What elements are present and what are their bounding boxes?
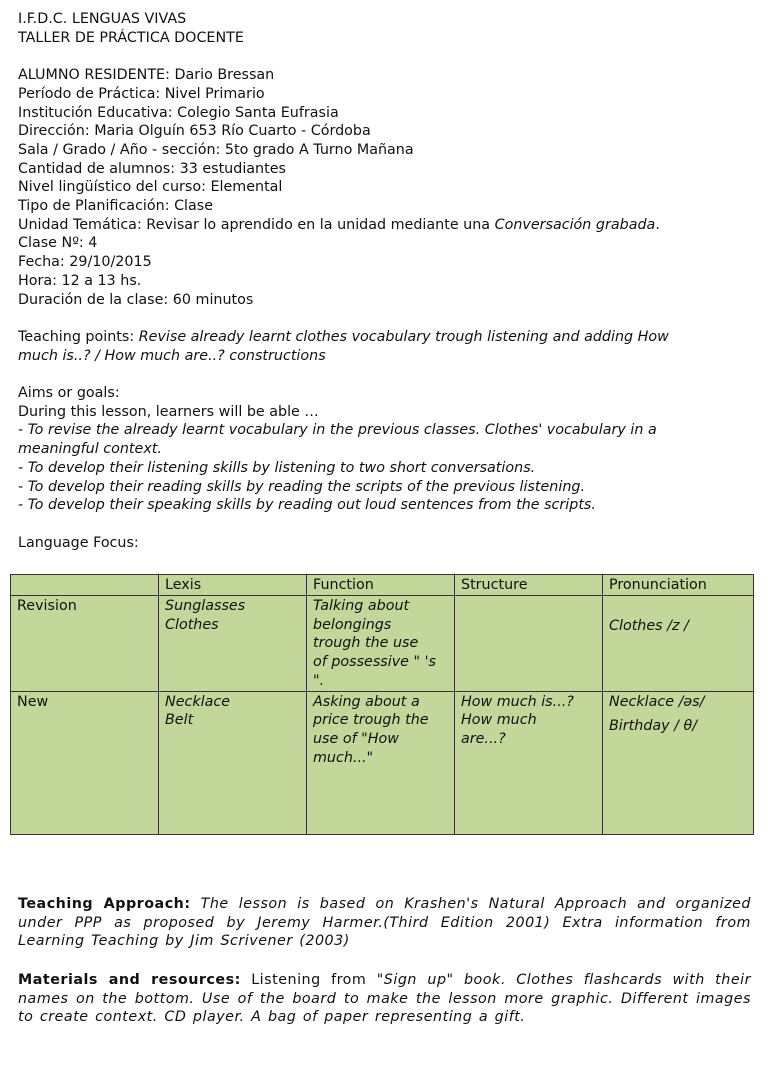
- language-focus-table: [10, 574, 754, 835]
- info-duration: Duración de la clase: 60 minutos: [18, 291, 254, 308]
- header-cell: Pronunciation: [603, 575, 754, 596]
- info-grade: Sala / Grado / Año - sección: 5to grado A Turno Mañana: [18, 141, 414, 158]
- info-students-count: Cantidad de alumnos: 33 estudiantes: [18, 160, 286, 177]
- aims-intro: During this lesson, learners will be able …: [18, 403, 319, 420]
- language-focus-title: Language Focus:: [18, 534, 139, 551]
- materials-resources: Materials and resources: Listening from "Sign up" book. Clothes flashcards with their names on the bottom. Use of the board to make the lesson more graphic. Different images to create context. CD player. A bag of paper representing a gift.: [18, 972, 751, 1026]
- document-body: [18, 10, 754, 552]
- table-header-row: [11, 575, 754, 596]
- header-cell: Lexis: [159, 575, 307, 596]
- info-institution: Institución Educativa: Colegio Santa Eufrasia: [18, 104, 339, 121]
- teaching-approach: Teaching Approach: The lesson is based on Krashen's Natural Approach and organized under PPP as proposed by Jeremy Harmer.(Third Edition 2001) Extra information from Learning Teaching by Jim Scrivener (2003): [18, 896, 751, 950]
- table-row: [11, 691, 754, 834]
- aim-item: meaningful context.: [18, 441, 162, 458]
- info-date: Fecha: 29/10/2015: [18, 254, 152, 271]
- table-row: [11, 596, 754, 692]
- row-label: Revision: [11, 596, 159, 692]
- info-student: ALUMNO RESIDENTE: Dario Bressan: [18, 67, 275, 84]
- lexis-cell: Sunglasses Clothes: [159, 596, 307, 692]
- info-unit: Unidad Temática: Revisar lo aprendido en la unidad mediante una Conversación grabada.: [18, 216, 660, 233]
- pronunciation-cell: Necklace /əs/ Birthday / θ/: [603, 691, 754, 834]
- aim-item: - To revise the already learnt vocabulary in the previous classes. Clothes' vocabulary in a: [18, 422, 657, 439]
- institute-title: I.F.D.C. LENGUAS VIVAS: [18, 11, 187, 27]
- header-cell: [11, 575, 159, 596]
- function-cell: Talking about belongings trough the use of possessive " 's ".: [307, 596, 455, 692]
- header-cell: Structure: [455, 575, 603, 596]
- info-plan-type: Tipo de Planificación: Clase: [18, 198, 214, 215]
- info-address: Dirección: Maria Olguín 653 Río Cuarto - Córdoba: [18, 123, 371, 140]
- function-cell: Asking about a price trough the use of "How much...": [307, 691, 455, 834]
- teaching-points: Teaching points: Revise already learnt clothes vocabulary trough listening and adding How: [18, 328, 669, 345]
- info-class-number: Clase Nº: 4: [18, 235, 98, 252]
- pronunciation-cell: Clothes /z /: [603, 596, 754, 692]
- aim-item: - To develop their speaking skills by reading out loud sentences from the scripts.: [18, 497, 596, 514]
- row-label: New: [11, 691, 159, 834]
- header-cell: Function: [307, 575, 455, 596]
- info-period: Período de Práctica: Nivel Primario: [18, 85, 265, 102]
- structure-cell: [455, 596, 603, 692]
- lexis-cell: Necklace Belt: [159, 691, 307, 834]
- aim-item: - To develop their reading skills by reading the scripts of the previous listening.: [18, 478, 585, 495]
- structure-cell: How much is...? How much are...?: [455, 691, 603, 834]
- workshop-title: TALLER DE PRÁCTICA DOCENTE: [18, 29, 244, 46]
- aim-item: - To develop their listening skills by listening to two short conversations.: [18, 459, 536, 476]
- teaching-points-cont: much is..? / How much are..? constructions: [18, 347, 326, 364]
- aims-title: Aims or goals:: [18, 385, 120, 402]
- info-time: Hora: 12 a 13 hs.: [18, 272, 142, 289]
- info-level: Nivel lingüístico del curso: Elemental: [18, 179, 283, 196]
